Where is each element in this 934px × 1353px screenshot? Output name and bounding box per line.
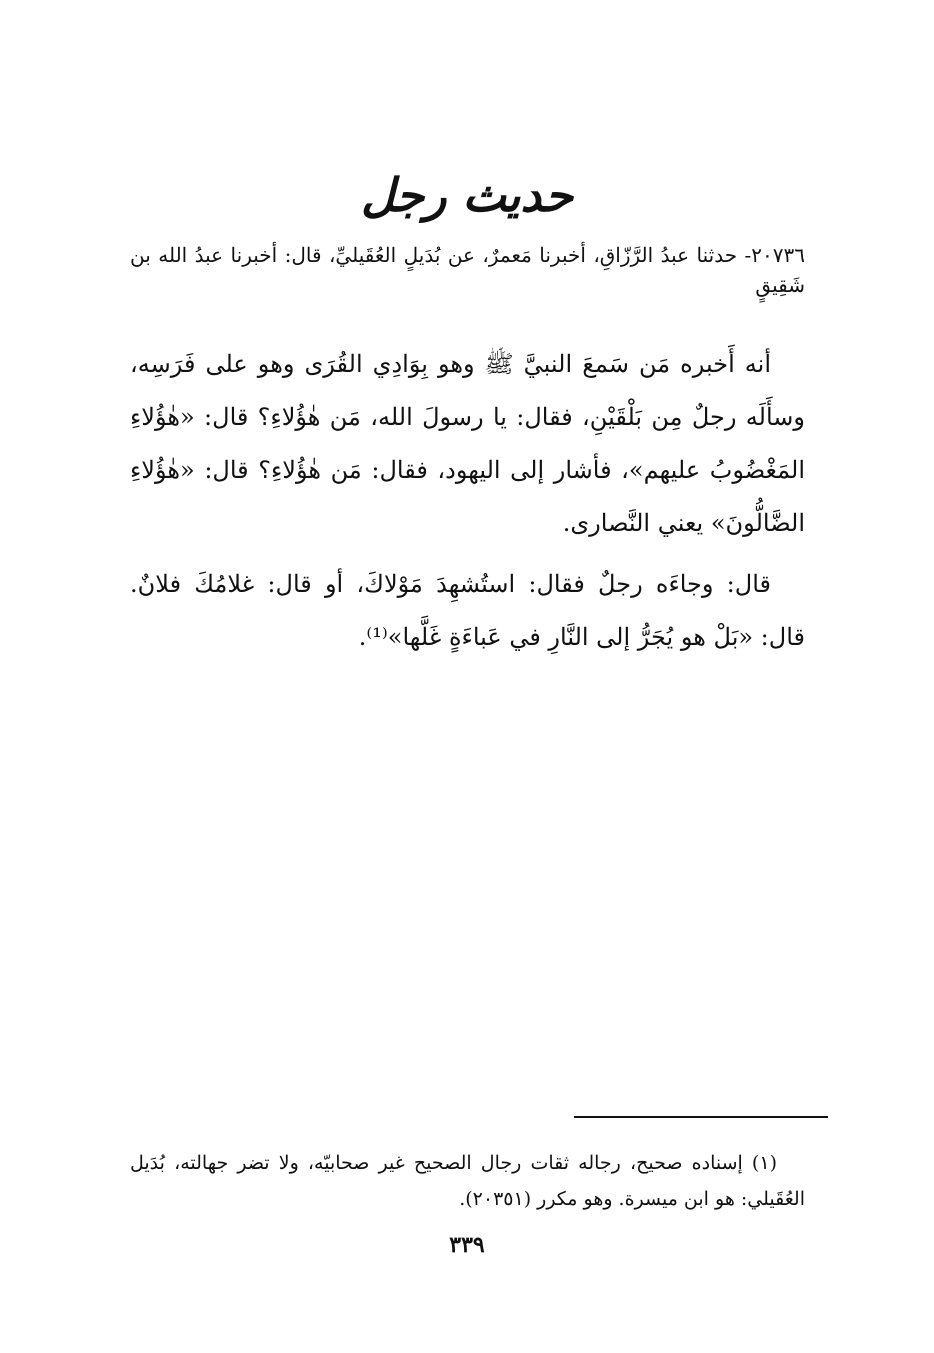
section-title: حديث رجل — [360, 168, 574, 222]
page-number: ٣٣٩ — [449, 1232, 485, 1258]
hadith-paragraph: أنه أَخبره مَن سَمعَ النبيَّ ﷺ وهو بِوَادِي القُرَى وهو على فَرَسِه، وسأَلَه رجلٌ مِن بَلْقَيْنِ، فقال: يا رسولَ الله، مَن هٰؤُلاءِ؟ قال: «هٰؤُلاءِ المَغْضُوبُ عليهم»، فأشار إلى اليهود، فقال: مَن هٰؤُلاءِ؟ قال: «هٰؤُلاءِ الضَّالُّونَ» يعني النَّصارى. — [130, 350, 805, 537]
hadith-paragraph: قال: وجاءَه رجلٌ فقال: استُشهِدَ مَوْلاكَ، أو قال: غلامُكَ فلانٌ. قال: «بَلْ هو يُجَرُّ إلى النَّارِ في عَباءَةٍ غَلَّها»⁽¹⁾. — [130, 570, 805, 651]
hadith-body — [130, 338, 805, 672]
footnote-divider — [574, 1116, 828, 1118]
footnote: (١) إسناده صحيح، رجاله ثقات رجال الصحيح غير صحابيّه، ولا تضر جهالته، بُدَيل العُقَيلي: هو ابن ميسرة. وهو مكرر (٢٠٣٥١). — [130, 1152, 805, 1210]
isnad-chain: ٢٠٧٣٦- حدثنا عبدُ الرَّزّاقِ، أخبرنا مَعمرٌ، عن بُدَيلٍ العُقَيليِّ، قال: أخبرنا عبدُ الله بن شَقِيقٍ — [130, 243, 805, 297]
